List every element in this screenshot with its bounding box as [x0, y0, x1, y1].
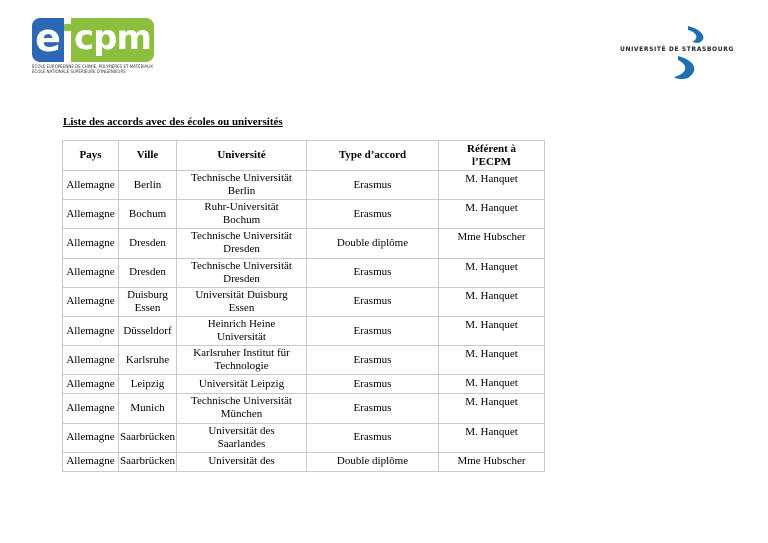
agreements-table	[62, 140, 545, 472]
cell-type: Double diplôme	[307, 229, 439, 258]
ecpm-subtitle-line1: ÉCOLE EUROPÉENNE DE CHIMIE, POLYMÈRES ET MATÉRIAUX	[32, 64, 153, 69]
table-row	[63, 200, 545, 229]
header-pays: Pays	[63, 141, 119, 171]
cell-type: Erasmus	[307, 423, 439, 452]
header-referent	[439, 141, 545, 171]
cell-universite-line1: Technische Universität	[191, 259, 292, 272]
cell-pays: Allemagne	[63, 229, 119, 258]
table-row	[63, 375, 545, 394]
cell-universite-line1: Karlsruher Institut für	[193, 347, 290, 360]
cell-universite-line2: Bochum	[222, 214, 261, 227]
cell-type: Erasmus	[307, 375, 439, 394]
cell-universite-line1: Universität Duisburg	[195, 288, 288, 301]
cell-ville	[119, 287, 177, 316]
cell-referent: Mme Hubscher	[439, 452, 545, 471]
ecpm-logo	[32, 18, 154, 76]
ecpm-logo-dot	[64, 18, 71, 62]
cell-type: Erasmus	[307, 316, 439, 345]
cell-referent: M. Hanquet	[439, 316, 545, 345]
cell-universite-line1: Technische Universität	[191, 172, 292, 185]
cell-ville-line1: Duisburg	[127, 288, 168, 301]
cell-referent: M. Hanquet	[439, 394, 545, 423]
cell-ville: Dresden	[119, 229, 177, 258]
cell-pays: Allemagne	[63, 452, 119, 471]
cell-universite-line1: Ruhr-Universität	[204, 201, 279, 214]
ecpm-logo-mark	[32, 18, 154, 62]
cell-universite	[177, 423, 307, 452]
table-row	[63, 394, 545, 423]
cell-universite-line2: Dresden	[223, 243, 260, 256]
cell-type: Erasmus	[307, 394, 439, 423]
table-row	[63, 229, 545, 258]
header-referent-line2: l’ECPM	[471, 155, 512, 168]
page-heading: Liste des accords avec des écoles ou universités	[63, 116, 283, 128]
cell-referent: M. Hanquet	[439, 375, 545, 394]
cell-ville: Karlsruhe	[119, 346, 177, 375]
cell-ville: Düsseldorf	[119, 316, 177, 345]
cell-universite-line1: Technische Universität	[191, 230, 292, 243]
ecpm-logo-cpm: cpm	[71, 18, 154, 62]
cell-universite-line2: Berlin	[227, 185, 256, 198]
cell-universite-line2: Technologie	[214, 360, 269, 373]
cell-ville: Dresden	[119, 258, 177, 287]
cell-pays: Allemagne	[63, 258, 119, 287]
cell-universite-line2: Universität	[217, 331, 266, 344]
cell-universite-line1: Technische Universität	[191, 395, 292, 408]
cell-universite-line2: Essen	[228, 301, 255, 314]
cell-pays: Allemagne	[63, 346, 119, 375]
cell-type: Erasmus	[307, 287, 439, 316]
cell-universite: Universität Leipzig	[177, 375, 307, 394]
cell-referent: M. Hanquet	[439, 258, 545, 287]
ecpm-logo-subtitle	[32, 64, 172, 74]
cell-pays: Allemagne	[63, 171, 119, 200]
ecpm-logo-e: e	[32, 18, 64, 62]
header-referent-line1: Référent à	[467, 142, 516, 155]
cell-universite	[177, 346, 307, 375]
cell-pays: Allemagne	[63, 394, 119, 423]
header-universite: Université	[177, 141, 307, 171]
strasbourg-name: UNIVERSITÉ DE STRASBOURG	[620, 46, 734, 53]
cell-referent: M. Hanquet	[439, 346, 545, 375]
strasbourg-logo	[620, 24, 760, 80]
header-ville: Ville	[119, 141, 177, 171]
cell-universite-line1: Heinrich Heine	[207, 318, 276, 331]
cell-ville: Bochum	[119, 200, 177, 229]
cell-universite	[177, 200, 307, 229]
cell-type: Erasmus	[307, 171, 439, 200]
header-type: Type d’accord	[307, 141, 439, 171]
cell-ville: Saarbrücken	[119, 452, 177, 471]
ecpm-subtitle-line2: ÉCOLE NATIONALE SUPÉRIEURE D'INGÉNIEURS	[32, 69, 126, 74]
table-row	[63, 452, 545, 471]
cell-universite-line1: Universität des	[208, 424, 275, 437]
table-row	[63, 171, 545, 200]
cell-ville: Saarbrücken	[119, 423, 177, 452]
cell-universite	[177, 171, 307, 200]
table-row	[63, 258, 545, 287]
table-row	[63, 423, 545, 452]
cell-universite	[177, 316, 307, 345]
cell-ville: Leipzig	[119, 375, 177, 394]
table-row	[63, 287, 545, 316]
cell-referent: M. Hanquet	[439, 171, 545, 200]
cell-ville: Berlin	[119, 171, 177, 200]
cell-universite-line2: München	[220, 408, 263, 421]
cell-universite	[177, 258, 307, 287]
cell-universite-line2: Dresden	[223, 272, 260, 285]
cell-referent: M. Hanquet	[439, 423, 545, 452]
cell-type: Erasmus	[307, 346, 439, 375]
cell-pays: Allemagne	[63, 375, 119, 394]
cell-ville: Munich	[119, 394, 177, 423]
cell-universite	[177, 394, 307, 423]
table-row	[63, 346, 545, 375]
cell-universite-line2: Saarlandes	[217, 437, 266, 450]
cell-universite	[177, 229, 307, 258]
cell-ville-line2: Essen	[134, 301, 161, 314]
cell-universite: Universität des	[177, 452, 307, 471]
cell-pays: Allemagne	[63, 287, 119, 316]
cell-referent: M. Hanquet	[439, 287, 545, 316]
cell-type: Erasmus	[307, 258, 439, 287]
cell-type: Double diplôme	[307, 452, 439, 471]
cell-referent: Mme Hubscher	[439, 229, 545, 258]
cell-referent: M. Hanquet	[439, 200, 545, 229]
table-header-row	[63, 141, 545, 171]
cell-type: Erasmus	[307, 200, 439, 229]
table-row	[63, 316, 545, 345]
cell-universite	[177, 287, 307, 316]
cell-pays: Allemagne	[63, 200, 119, 229]
cell-pays: Allemagne	[63, 423, 119, 452]
cell-pays: Allemagne	[63, 316, 119, 345]
